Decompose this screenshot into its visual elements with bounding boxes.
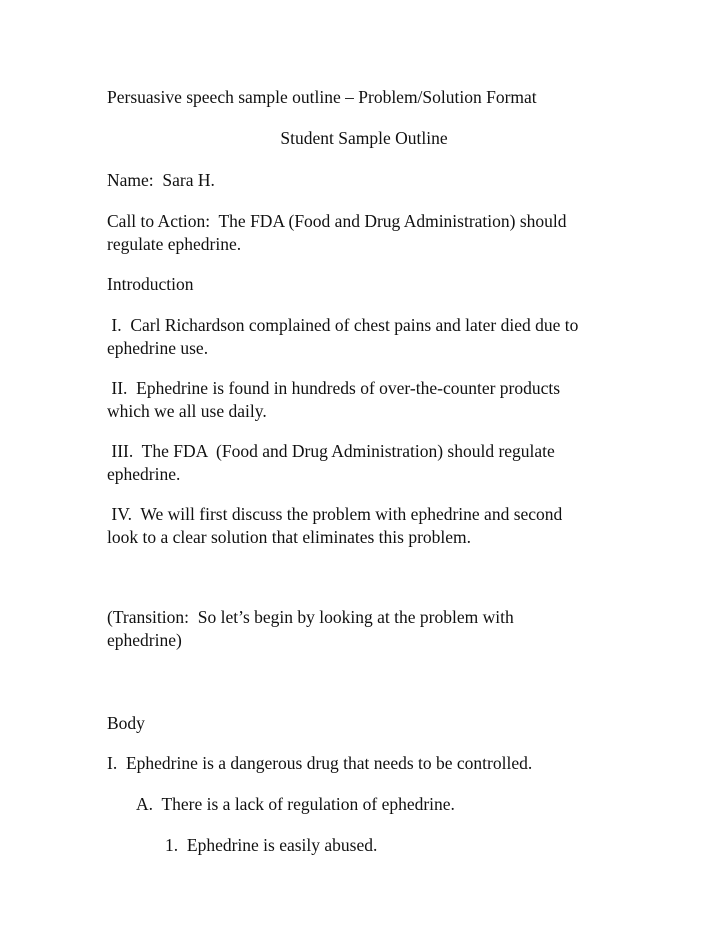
intro-point-2-line-1: II. Ephedrine is found in hundreds of over-the-counter products	[107, 378, 561, 398]
body-subpoint-1: 1. Ephedrine is easily abused.	[165, 835, 378, 855]
intro-point-1-line-2: ephedrine use.	[107, 338, 209, 358]
intro-point-4-line-2: look to a clear solution that eliminates this problem.	[107, 527, 472, 547]
body-label: Body	[107, 713, 145, 733]
body-main-point: I. Ephedrine is a dangerous drug that needs to be controlled.	[107, 753, 533, 773]
intro-point-3-line-2: ephedrine.	[107, 464, 181, 484]
call-to-action-line-2: regulate ephedrine.	[107, 234, 242, 254]
transition-line-2: ephedrine)	[107, 630, 182, 650]
call-to-action-line-1: Call to Action: The FDA (Food and Drug Administration) should	[107, 211, 567, 231]
transition-line-1: (Transition: So let’s begin by looking at the problem with	[107, 607, 514, 627]
introduction-label: Introduction	[107, 274, 194, 294]
intro-point-4-line-1: IV. We will first discuss the problem with ephedrine and second	[107, 504, 563, 524]
intro-point-2-line-2: which we all use daily.	[107, 401, 267, 421]
intro-point-3-line-1: III. The FDA (Food and Drug Administration) should regulate	[107, 441, 555, 461]
body-subpoint-a: A. There is a lack of regulation of ephedrine.	[136, 794, 455, 814]
document-subheading: Student Sample Outline	[280, 128, 448, 148]
name-line: Name: Sara H.	[107, 170, 215, 190]
intro-point-1-line-1: I. Carl Richardson complained of chest pains and later died due to	[107, 315, 579, 335]
document-heading: Persuasive speech sample outline – Problem/Solution Format	[107, 87, 537, 107]
